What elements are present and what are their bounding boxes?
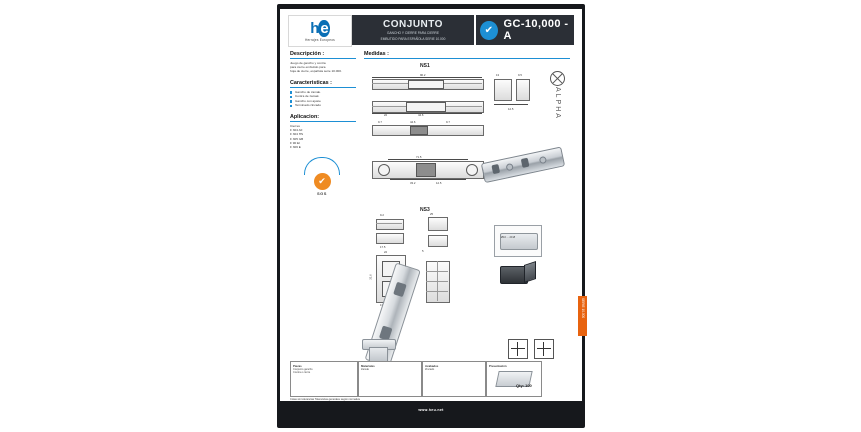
description-title: Descripción : xyxy=(290,51,356,59)
dim-line xyxy=(494,104,528,105)
page-title: CONJUNTO xyxy=(383,19,443,31)
table-cell-finish xyxy=(422,361,486,397)
table-cell-materials xyxy=(358,361,422,397)
quantity-label: Qty: 100 xyxy=(516,383,532,388)
dim-label: 17.5 xyxy=(380,245,386,249)
list-item: F 90 EI xyxy=(290,140,300,145)
logo-subtitle: Herrajes Europeos xyxy=(305,37,335,42)
product-photo-strike xyxy=(480,143,564,187)
dim-label: 9.5 xyxy=(518,73,522,77)
ns3-top-view xyxy=(376,219,404,230)
orientation-icon-left xyxy=(508,339,528,359)
dim-label: 90.2 xyxy=(420,73,426,77)
dim-label: 22 xyxy=(384,113,388,117)
applications-title: Aplicacion: xyxy=(290,114,356,122)
logo-letter-h: h xyxy=(310,19,319,37)
alpha-brand-text: ALPHA xyxy=(554,87,561,120)
orientation-icon-right xyxy=(534,339,554,359)
table-cell-packaging xyxy=(486,361,542,397)
table-cell-pieces xyxy=(290,361,358,397)
list-item: F 305 GB xyxy=(290,136,304,141)
dim-line xyxy=(390,179,466,180)
sgs-check-icon: ✔ xyxy=(314,173,331,190)
block-side-face xyxy=(524,261,536,283)
logo-mark xyxy=(310,21,330,36)
description-line-2: para cierre embutido para xyxy=(290,65,326,70)
description-line-1: Juego de gancho y contra xyxy=(290,61,326,65)
ns1-top-slot xyxy=(408,80,444,89)
logo-letter-e: e xyxy=(320,19,328,37)
brand-logo xyxy=(288,15,352,47)
footer-url: www.heu.net xyxy=(418,408,444,412)
list-item: F 304 HS xyxy=(290,132,304,137)
list-item: Contra de zamak. xyxy=(290,94,356,99)
series-side-tab-label: SERIE 10.000 xyxy=(581,298,585,319)
cell-value-line-2: Contra o cierre xyxy=(293,371,311,375)
alpha-logo-icon xyxy=(550,71,565,86)
product-code-block xyxy=(476,15,574,45)
ns1-hole-left xyxy=(378,164,390,176)
ns1-hole-right xyxy=(466,164,478,176)
dim-label: 9.7 xyxy=(378,120,382,124)
ns3-detail-b xyxy=(428,235,448,247)
column-header: Acabados xyxy=(425,363,439,368)
ns3-detail-a xyxy=(428,217,448,231)
ns1-bottom-view xyxy=(372,125,484,136)
catalog-sheet xyxy=(277,4,585,428)
ns1-side-view-a xyxy=(494,79,512,101)
dim-line xyxy=(388,159,468,160)
dim-label: 9.2 xyxy=(380,213,384,217)
catalog-sheet-inner xyxy=(280,9,582,401)
dim-line xyxy=(372,113,482,114)
list-item: F 304 AF xyxy=(290,128,303,133)
features-list xyxy=(290,90,356,108)
column-header: Presentación xyxy=(489,363,507,368)
product-photo-block xyxy=(500,261,534,287)
check-icon: ✔ xyxy=(480,21,498,40)
drawing-label-ns1: NS1 xyxy=(420,63,430,69)
sgs-badge xyxy=(302,157,342,196)
ns1-hook xyxy=(410,126,428,135)
tolerance-note: Cotas sin tolerancias Tolerancias generales según normativa xyxy=(290,398,360,401)
features-title: Caracteristicas : xyxy=(290,80,356,88)
ns3-top-center xyxy=(376,223,402,224)
list-item: Terminado zincado xyxy=(290,103,356,108)
sgs-label: SGS xyxy=(317,191,327,196)
dim-label: 44.6 xyxy=(410,120,416,124)
info-table xyxy=(290,361,570,395)
list-item: F 306 E xyxy=(290,145,301,149)
page-subtitle-2: EMBUTIDO PARA ESPAÑOLA SERIE 10.000 xyxy=(380,36,446,41)
document-header xyxy=(288,15,574,45)
dim-label: 12.5 xyxy=(436,181,442,185)
list-item: Gancho de zamak. xyxy=(290,90,356,95)
icon-horizontal-bar xyxy=(537,348,551,349)
page-subtitle-1: GANCHO Y CIERRE PARA CIERRE xyxy=(387,31,439,36)
dim-label: 5 xyxy=(422,249,424,253)
column-header: Materiales xyxy=(361,363,375,368)
measures-title: Medidas : xyxy=(364,51,389,57)
dim-label: 12.5 xyxy=(508,107,514,111)
left-info-column xyxy=(290,51,356,149)
cell-value-line-1: Conjunto gancho xyxy=(293,368,313,371)
ns1-front-slot xyxy=(406,102,446,112)
ns1-plan-hook xyxy=(416,163,436,177)
measures-rule xyxy=(364,58,570,59)
series-side-tab xyxy=(578,296,587,336)
document-footer xyxy=(280,404,582,416)
drawing-label-ns3: NS3 xyxy=(420,207,430,213)
product-code: GC-10,000 - A xyxy=(503,18,569,42)
section-line-4 xyxy=(437,261,438,301)
ns3-second-view xyxy=(376,233,404,244)
cell-value: Zincado xyxy=(425,368,435,371)
detail-card-caption: Ø10 ... 29 Ø xyxy=(501,236,516,239)
cell-value xyxy=(293,368,313,375)
list-item: Gancho con ajuste xyxy=(290,99,356,104)
description-line-3: hoja de cierre, española serie 10.000. xyxy=(290,69,342,74)
column-header: Piezas xyxy=(293,363,302,368)
dim-line xyxy=(372,77,482,78)
dim-label: 9.7 xyxy=(446,120,450,124)
list-item: Cierres xyxy=(290,123,300,128)
cell-value: Zamak xyxy=(361,368,369,371)
detail-card xyxy=(494,225,542,257)
description-body xyxy=(290,61,356,74)
dim-label: 31.6 xyxy=(368,274,373,280)
dim-label: 22 xyxy=(384,250,388,254)
applications-list xyxy=(290,124,356,149)
dim-label: 13 xyxy=(496,73,500,77)
icon-horizontal-bar xyxy=(511,348,525,349)
document-title-block xyxy=(352,15,474,45)
dim-label: 71.5 xyxy=(416,155,422,159)
dim-label: 44.6 xyxy=(418,113,424,117)
ns3-section-view xyxy=(426,261,450,303)
dim-label: 25 xyxy=(430,212,434,216)
ns1-side-view-b xyxy=(516,79,530,101)
dim-label: 33.2 xyxy=(410,181,416,185)
